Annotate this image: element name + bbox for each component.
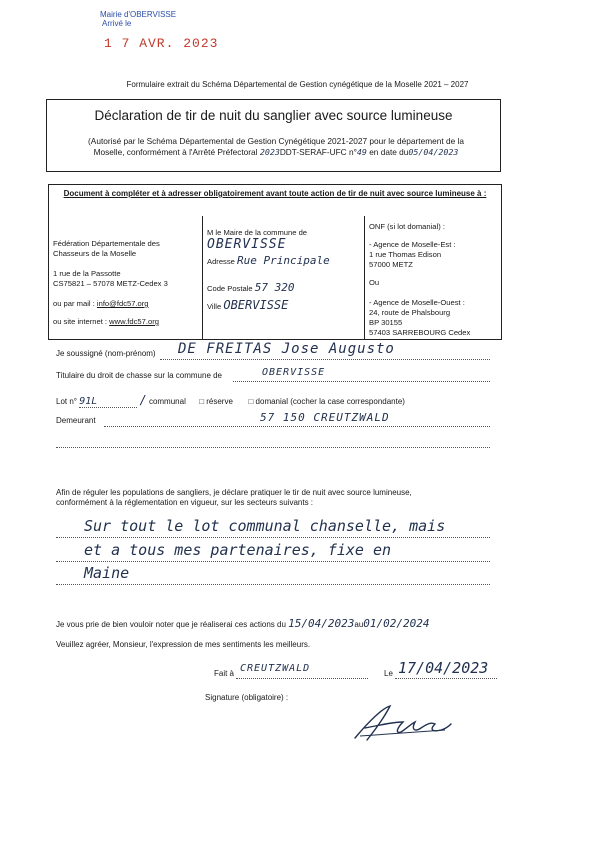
hand-demeurant: 57 150 CREUTZWALD bbox=[260, 411, 390, 424]
sector-line-1 bbox=[56, 537, 490, 538]
hand-adresse: Rue Principale bbox=[236, 254, 330, 267]
hand-arrete-date: 05/04/2023 bbox=[408, 147, 459, 157]
subtitle-line-1: (Autorisé par le Schéma Départemental de Gestion Cynégétique 2021-2027 pour le département de la bbox=[88, 136, 464, 146]
hand-soussigne: DE FREITAS Jose Augusto bbox=[178, 341, 395, 357]
recipients-box bbox=[48, 184, 502, 340]
hand-lot: 91L bbox=[79, 396, 137, 408]
sector-line-3 bbox=[56, 584, 490, 585]
subtitle-line-2: Moselle, conformément à l'Arrêté Préfectoral 2023DDT-SERAF-UFC n°49 en date du05/04/2023 bbox=[93, 147, 459, 157]
soussigne-line bbox=[160, 359, 490, 360]
hand-date-from: 15/04/2023 bbox=[288, 617, 355, 630]
page-title: Déclaration de tir de nuit du sanglier avec source lumineuse bbox=[94, 108, 453, 123]
fdc-website-link[interactable]: www.fdc57.org bbox=[109, 317, 159, 326]
title-box bbox=[46, 99, 501, 172]
fdc-email-link[interactable]: info@fdc57.org bbox=[96, 299, 149, 308]
signature bbox=[345, 700, 455, 745]
fdc-address: Fédération Départementale des Chasseurs de la Moselle 1 rue de la Passotte CS75821 – 57078 METZ-Cedex 3 ou par mail : info@fdc57.org ou site internet : www.fdc57.org bbox=[53, 239, 168, 326]
fait-line bbox=[236, 678, 368, 679]
reception-stamp bbox=[100, 10, 176, 28]
hand-arrete-year: 2023 bbox=[259, 147, 280, 157]
fait-label: Fait à bbox=[214, 669, 235, 678]
realiser-row: Je vous prie de bien vouloir noter que je réaliserai ces actions du 15/04/2023au01/02/2024 bbox=[56, 617, 430, 630]
hand-fait: CREUTZWALD bbox=[240, 663, 311, 674]
stamp-mairie: Mairie d'OBERVISSE bbox=[100, 10, 177, 19]
onf-address: ONF (si lot domanial) : - Agence de Moselle-Est : 1 rue Thomas Edison 57000 METZ Ou - Agence de Moselle-Ouest : 24, route de Phalsbourg BP 30155 57403 SARREBOURG Cedex bbox=[369, 222, 471, 337]
sectors-paragraph: Afin de réguler les populations de sangliers, je déclare pratiquer le tir de nuit avec source lumineuse, conformément à la réglementation en vigueur, sur les secteurs suivants : bbox=[56, 488, 412, 507]
hand-date-to: 01/02/2024 bbox=[363, 617, 430, 630]
le-label: Le bbox=[384, 669, 393, 678]
titulaire-label: Titulaire du droit de chasse sur la commune de bbox=[56, 371, 223, 380]
soussigne-label: Je soussigné (nom-prénom) bbox=[56, 349, 156, 358]
hand-titulaire: OBERVISSE bbox=[262, 367, 326, 378]
signature-label: Signature (obligatoire) : bbox=[205, 693, 289, 702]
notice-text: Document à compléter et à adresser obligatoirement avant toute action de tir de nuit avec source lumineuse à : bbox=[63, 189, 487, 198]
hand-code-postal: 57 320 bbox=[254, 281, 295, 294]
hand-le-date: 17/04/2023 bbox=[398, 659, 489, 677]
title-subtitle bbox=[61, 136, 491, 158]
column-divider bbox=[364, 216, 365, 339]
mairie-address: M le Maire de la commune de OBERVISSE Adresse Rue Principale Code Postale 57 320 Ville OBERVISSE bbox=[207, 228, 361, 312]
sector-line-2 bbox=[56, 561, 490, 562]
blank-line bbox=[56, 447, 490, 448]
hand-commune: OBERVISSE bbox=[207, 237, 287, 252]
stamp-date: 1 7 AVR. 2023 bbox=[104, 36, 219, 51]
column-divider bbox=[202, 216, 203, 339]
titulaire-line bbox=[233, 381, 490, 382]
stamp-arrive: Arrivé le bbox=[102, 19, 132, 28]
extract-note: Formulaire extrait du Schéma Départemental de Gestion cynégétique de la Moselle 2021 – 2027 bbox=[126, 80, 469, 89]
hand-sectors-3: Maine bbox=[84, 564, 130, 582]
hand-sectors-1: Sur tout le lot communal chanselle, mais bbox=[84, 517, 446, 535]
hand-arrete-num: 49 bbox=[356, 147, 367, 157]
lot-row: Lot n° 91L / communal □ réserve □ domanial (cocher la case correspondante) bbox=[56, 393, 405, 407]
salutation: Veuillez agréer, Monsieur, l'expression de mes sentiments les meilleurs. bbox=[56, 640, 311, 649]
check-mark: / bbox=[139, 393, 147, 407]
demeurant-line bbox=[104, 426, 490, 427]
hand-sectors-2: et a tous mes partenaires, fixe en bbox=[84, 541, 392, 559]
le-line bbox=[395, 678, 497, 679]
demeurant-label: Demeurant bbox=[56, 416, 96, 425]
hand-ville: OBERVISSE bbox=[223, 298, 289, 312]
